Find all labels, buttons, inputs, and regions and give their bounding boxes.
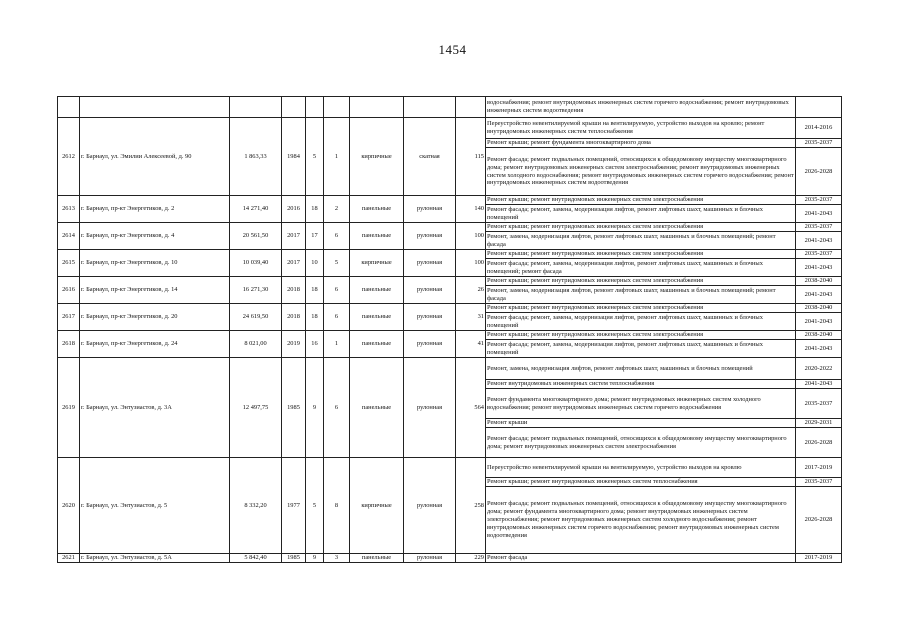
residents: 258 xyxy=(456,458,486,554)
work-description: Ремонт крыши; ремонт внутридомовых инженерных систем электроснабжения xyxy=(486,196,796,205)
work-description: Ремонт крыши; ремонт внутридомовых инженерных систем теплоснабжения xyxy=(486,478,796,487)
table-row xyxy=(58,458,842,478)
empty-cell xyxy=(350,97,404,118)
residents: 115 xyxy=(456,118,486,196)
wall-material: панельные xyxy=(350,358,404,458)
floors: 9 xyxy=(306,554,324,563)
work-period: 2041-2043 xyxy=(796,205,842,223)
wall-material: панельные xyxy=(350,331,404,358)
roof-type: рулонная xyxy=(404,358,456,458)
wall-material: панельные xyxy=(350,196,404,223)
work-description: Ремонт фасада; ремонт, замена, модернизация лифтов, ремонт лифтовых шахт, машинных и блочных помещений xyxy=(486,340,796,358)
work-description: Ремонт фасада; ремонт подвальных помещений, относящихся к общедомовому имуществу многоквартирного дома; ремонт внутридомовых инженерных систем электроснабжения xyxy=(486,428,796,458)
floors: 18 xyxy=(306,304,324,331)
empty-cell xyxy=(306,97,324,118)
work-period: 2035-2037 xyxy=(796,250,842,259)
work-period: 2017-2019 xyxy=(796,458,842,478)
table-row xyxy=(58,358,842,380)
address: г. Барнаул, ул. Энтузиастов, д. 5А xyxy=(80,554,230,563)
address: г. Барнаул, пр-кт Энергетиков, д. 2 xyxy=(80,196,230,223)
work-period: 2035-2037 xyxy=(796,223,842,232)
area: 20 561,50 xyxy=(230,223,282,250)
work-period: 2017-2019 xyxy=(796,554,842,563)
work-description: Ремонт крыши; ремонт фундамента многоквартирного дома xyxy=(486,139,796,148)
roof-type: рулонная xyxy=(404,196,456,223)
wall-material: панельные xyxy=(350,304,404,331)
row-number: 2613 xyxy=(58,196,80,223)
work-description: Ремонт крыши; ремонт внутридомовых инженерных систем электроснабжения xyxy=(486,223,796,232)
work-period: 2035-2037 xyxy=(796,139,842,148)
work-period: 2041-2043 xyxy=(796,340,842,358)
address: г. Барнаул, ул. Энтузиастов, д. 5 xyxy=(80,458,230,554)
page-number: 1454 xyxy=(438,42,467,57)
roof-type: рулонная xyxy=(404,304,456,331)
floors: 5 xyxy=(306,458,324,554)
row-number: 2619 xyxy=(58,358,80,458)
row-number: 2616 xyxy=(58,277,80,304)
floors: 9 xyxy=(306,358,324,458)
wall-material: кирпичные xyxy=(350,458,404,554)
entrances: 8 xyxy=(324,458,350,554)
work-description: Переустройство невентилируемой крыши на вентилируемую, устройство выходов на кровлю; ремонт внутридомовых инженерных систем теплоснабжения xyxy=(486,118,796,139)
year-built: 2018 xyxy=(282,277,306,304)
entrances: 1 xyxy=(324,331,350,358)
work-description: Ремонт крыши; ремонт внутридомовых инженерных систем электроснабжения xyxy=(486,304,796,313)
work-period: 2035-2037 xyxy=(796,478,842,487)
floors: 16 xyxy=(306,331,324,358)
empty-cell xyxy=(282,97,306,118)
year-built: 2017 xyxy=(282,223,306,250)
roof-type: скатная xyxy=(404,118,456,196)
work-period: 2041-2043 xyxy=(796,232,842,250)
work-period: 2041-2043 xyxy=(796,286,842,304)
work-period xyxy=(796,97,842,118)
wall-material: панельные xyxy=(350,277,404,304)
area: 24 619,50 xyxy=(230,304,282,331)
work-period: 2038-2040 xyxy=(796,304,842,313)
work-period: 2014-2016 xyxy=(796,118,842,139)
residents: 564 xyxy=(456,358,486,458)
work-period: 2020-2022 xyxy=(796,358,842,380)
area: 14 271,40 xyxy=(230,196,282,223)
address: г. Барнаул, ул. Энтузиастов, д. 3А xyxy=(80,358,230,458)
work-description: Ремонт фундамента многоквартирного дома; ремонт внутридомовых инженерных систем холодного водоснабжения; ремонт внутридомовых инженерных систем горячего водоснабжения xyxy=(486,389,796,419)
floors: 18 xyxy=(306,196,324,223)
work-description: Ремонт, замена, модернизация лифтов, ремонт лифтовых шахт, машинных и блочных помещений xyxy=(486,358,796,380)
roof-type: рулонная xyxy=(404,458,456,554)
entrances: 6 xyxy=(324,277,350,304)
empty-cell xyxy=(58,97,80,118)
row-number: 2621 xyxy=(58,554,80,563)
area: 8 332,20 xyxy=(230,458,282,554)
work-period: 2026-2028 xyxy=(796,428,842,458)
work-period: 2035-2037 xyxy=(796,196,842,205)
work-period: 2041-2043 xyxy=(796,380,842,389)
entrances: 6 xyxy=(324,223,350,250)
table-row xyxy=(58,331,842,340)
address: г. Барнаул, пр-кт Энергетиков, д. 4 xyxy=(80,223,230,250)
entrances: 5 xyxy=(324,250,350,277)
work-period: 2038-2040 xyxy=(796,331,842,340)
empty-cell xyxy=(324,97,350,118)
entrances: 3 xyxy=(324,554,350,563)
work-period: 2029-2031 xyxy=(796,419,842,428)
empty-cell xyxy=(80,97,230,118)
table-row xyxy=(58,250,842,259)
floors: 18 xyxy=(306,277,324,304)
year-built: 1985 xyxy=(282,554,306,563)
table-row xyxy=(58,223,842,232)
entrances: 1 xyxy=(324,118,350,196)
year-built: 1977 xyxy=(282,458,306,554)
row-number: 2620 xyxy=(58,458,80,554)
residents: 41 xyxy=(456,331,486,358)
work-description: Ремонт фасада; ремонт подвальных помещений, относящихся к общедомовому имуществу многоквартирного дома; ремонт фундамента многоквартирного дома; ремонт внутридомовых инженерных систем электроснабжения; ремонт внутридомовых инженерных систем холодного водоснабжения; ремонт внутридомовых инженерных систем горячего водоснабжения; ремонт внутридомовых инженерных систем водоотведения xyxy=(486,487,796,554)
residents: 100 xyxy=(456,250,486,277)
row-number: 2617 xyxy=(58,304,80,331)
floors: 10 xyxy=(306,250,324,277)
row-number: 2614 xyxy=(58,223,80,250)
work-description: Ремонт крыши; ремонт внутридомовых инженерных систем электроснабжения xyxy=(486,250,796,259)
address: г. Барнаул, пр-кт Энергетиков, д. 20 xyxy=(80,304,230,331)
roof-type: рулонная xyxy=(404,223,456,250)
row-number: 2615 xyxy=(58,250,80,277)
floors: 17 xyxy=(306,223,324,250)
empty-cell xyxy=(456,97,486,118)
table-row xyxy=(58,277,842,286)
work-period: 2035-2037 xyxy=(796,389,842,419)
work-description: Ремонт, замена, модернизация лифтов, ремонт лифтовых шахт, машинных и блочных помещений; ремонт фасада xyxy=(486,286,796,304)
work-period: 2026-2028 xyxy=(796,487,842,554)
area: 16 271,30 xyxy=(230,277,282,304)
work-description: Ремонт фасада; ремонт, замена, модернизация лифтов, ремонт лифтовых шахт, машинных и блочных помещений xyxy=(486,205,796,223)
empty-cell xyxy=(230,97,282,118)
wall-material: панельные xyxy=(350,554,404,563)
table-row xyxy=(58,304,842,313)
entrances: 2 xyxy=(324,196,350,223)
table-row xyxy=(58,554,842,563)
work-description: Ремонт фасада; ремонт, замена, модернизация лифтов, ремонт лифтовых шахт, машинных и блочных помещений xyxy=(486,313,796,331)
area: 1 863,33 xyxy=(230,118,282,196)
year-built: 2018 xyxy=(282,304,306,331)
row-number: 2612 xyxy=(58,118,80,196)
floors: 5 xyxy=(306,118,324,196)
year-built: 2016 xyxy=(282,196,306,223)
work-period: 2041-2043 xyxy=(796,259,842,277)
residents: 140 xyxy=(456,196,486,223)
work-description: Ремонт фасада; ремонт подвальных помещений, относящихся к общедомовому имуществу многоквартирного дома; ремонт внутридомовых инженерных систем электроснабжения; ремонт внутридомовых инженерных систем холодного водоснабжения; ремонт внутридомовых инженерных систем горячего водоснабжения; ремонт внутридомовых инженерных систем водоотведения xyxy=(486,148,796,196)
work-period: 2026-2028 xyxy=(796,148,842,196)
entrances: 6 xyxy=(324,304,350,331)
work-description: Ремонт крыши xyxy=(486,419,796,428)
table-body xyxy=(58,97,842,563)
area: 10 039,40 xyxy=(230,250,282,277)
year-built: 1984 xyxy=(282,118,306,196)
capital-repair-table xyxy=(57,96,842,563)
address: г. Барнаул, пр-кт Энергетиков, д. 10 xyxy=(80,250,230,277)
address: г. Барнаул, пр-кт Энергетиков, д. 14 xyxy=(80,277,230,304)
area: 8 021,00 xyxy=(230,331,282,358)
wall-material: кирпичные xyxy=(350,250,404,277)
wall-material: кирпичные xyxy=(350,118,404,196)
roof-type: рулонная xyxy=(404,331,456,358)
work-description: Ремонт крыши; ремонт внутридомовых инженерных систем электроснабжения xyxy=(486,331,796,340)
address: г. Барнаул, пр-кт Энергетиков, д. 24 xyxy=(80,331,230,358)
year-built: 2017 xyxy=(282,250,306,277)
wall-material: панельные xyxy=(350,223,404,250)
residents: 26 xyxy=(456,277,486,304)
work-description: Переустройство невентилируемой крыши на вентилируемую, устройство выходов на кровлю xyxy=(486,458,796,478)
table-row xyxy=(58,118,842,139)
work-period: 2041-2043 xyxy=(796,313,842,331)
year-built: 1985 xyxy=(282,358,306,458)
address: г. Барнаул, ул. Эмилии Алексеевой, д. 90 xyxy=(80,118,230,196)
work-period: 2038-2040 xyxy=(796,277,842,286)
residents: 31 xyxy=(456,304,486,331)
area: 12 497,75 xyxy=(230,358,282,458)
work-description: Ремонт фасада xyxy=(486,554,796,563)
work-description: Ремонт внутридомовых инженерных систем теплоснабжения xyxy=(486,380,796,389)
work-description: Ремонт крыши; ремонт внутридомовых инженерных систем электроснабжения xyxy=(486,277,796,286)
work-description: Ремонт фасада; ремонт, замена, модернизация лифтов, ремонт лифтовых шахт, машинных и блочных помещений; ремонт фасада xyxy=(486,259,796,277)
row-number: 2618 xyxy=(58,331,80,358)
area: 5 842,40 xyxy=(230,554,282,563)
work-description: Ремонт, замена, модернизация лифтов, ремонт лифтовых шахт, машинных и блочных помещений; ремонт фасада xyxy=(486,232,796,250)
work-description: водоснабжения; ремонт внутридомовых инженерных систем горячего водоснабжения; ремонт внутридомовых инженерных систем водоотведения xyxy=(486,97,796,118)
year-built: 2019 xyxy=(282,331,306,358)
residents: 229 xyxy=(456,554,486,563)
roof-type: рулонная xyxy=(404,277,456,304)
entrances: 6 xyxy=(324,358,350,458)
roof-type: рулонная xyxy=(404,554,456,563)
roof-type: рулонная xyxy=(404,250,456,277)
table-row xyxy=(58,196,842,205)
residents: 100 xyxy=(456,223,486,250)
empty-cell xyxy=(404,97,456,118)
table-row-continuation xyxy=(58,97,842,118)
